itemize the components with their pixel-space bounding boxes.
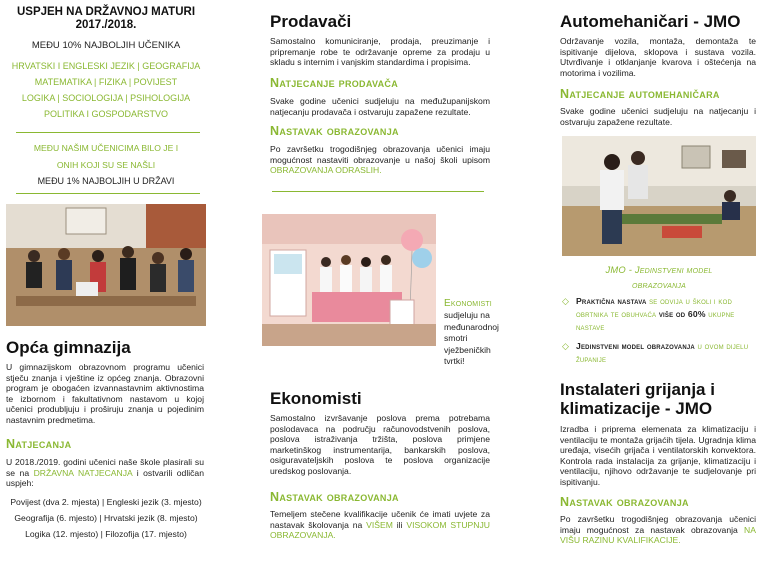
nastavak-title-prodavaci: Nastavak obrazovanja [270,124,399,138]
results-row: Logika (12. mjesto) | Filozofija (17. mjesto) [25,529,187,539]
top-1-pct: 1% [66,176,80,186]
section-title-instalateri: Instalateri grijanja i klimatizacije - JMO [560,380,715,418]
top-10-post: NAJBOLJIH UČENIKA [81,40,181,51]
found-line-1: MEĐU NAŠIM UČENICIMA BILO JE I [33,143,179,153]
section-body-automehanicari: Održavanje vozila, montaža, demontaža te ispitivanje dijelova, sklopova i sustava vozila. Utvrđivanje i otklanjanje kvarova i oštećenja na motorima i vozilima. [560,36,756,78]
top-1-pre: MEĐU [37,176,67,186]
subjects-row: MATEMATIKA | FIZIKA | POVIJEST [34,77,178,87]
radionica-photo-image [562,136,756,256]
column-prodavaci-ekonomisti [258,0,499,567]
nastavak-body-prodavaci [270,144,490,176]
diamond-bullet-icon: ◇ [562,341,569,351]
bullet-d: ukupne nastave [576,309,735,332]
top-1-line [0,176,212,186]
nastavak2-mid: ili [392,519,407,530]
jmo-bullet [560,295,756,334]
nastavak-title-instalateri: Nastavak obrazovanja [560,495,689,509]
bullet-c: više od 60% [658,309,706,319]
section-title-ekonomisti: Ekonomisti [270,389,362,408]
nastavak3-text: Po završetku trogodišnjeg obrazovanja učenici imaju mogućnost za nastavak obrazovanja [560,514,756,535]
results-row: Povijest (dva 2. mjesta) | Engleski jezik (3. mjesto) [10,497,202,507]
divider [16,193,200,194]
results-list [0,494,212,542]
subject: POLITIKA I GOSPODARSTVO [43,109,169,119]
bullet-b: se odvija u školi i kod obrtnika te obuhvaća [576,296,732,319]
section-title-gimnazija: Opća gimnazija [6,338,131,357]
bullet-a: Jedinstveni model obrazovanja [576,341,695,351]
result: Engleski jezik (3. mjesto) [106,497,202,507]
jmo-bullets [560,293,756,366]
nastavak-title-ekonomisti: Nastavak obrazovanja [270,490,399,504]
result: Filozofija (17. mjesto) [105,529,187,539]
result: Geografija (6. mjesto) [14,513,98,523]
subject: LOGIKA [21,93,55,103]
radionica-photo [562,136,756,256]
nastavak-body-text: Po završetku trogodišnjeg obrazovanja učenici imaju mogućnost nastaviti obrazovanje u našoj školi upisom [270,144,490,165]
diamond-bullet-icon: ◇ [562,296,569,306]
subjects-row: LOGIKA | SOCIOLOGIJA | PSIHOLOGIJA [21,93,191,103]
subject: POVIJEST [133,77,178,87]
column-gimnazija [0,0,212,567]
subject: SOCIOLOGIJA [62,93,123,103]
bullet-a: Praktična nastava [576,296,647,306]
competition-title: Natjecanja [6,437,72,451]
subjects-row: HRVATSKI I ENGLESKI JEZIK | GEOGRAFIJA [11,61,201,71]
photo-caption-body: sudjeluju na međunarodnoj smotri vježbeničkih tvrtki! [444,310,499,366]
subjects-list [0,58,212,122]
result: Hrvatski jezik (8. mjesto) [104,513,198,523]
top-10-pre: MEĐU [31,40,63,51]
divider [16,132,200,133]
natjecanje-automehanicara-title: Natjecanje automehaničara [560,87,720,101]
top-10-pct: 10% [62,40,82,51]
subjects-row [0,106,212,122]
subject: HRVATSKI I ENGLESKI JEZIK [11,61,135,71]
result: Logika (12. mjesto) [25,529,99,539]
nastavak2-pre: Temeljem stečene kvalifikacije učenik će imati uvjete za nastavak školovanja na [270,509,490,530]
result: Povijest (dva 2. mjesta) [10,497,100,507]
classroom-photo-image [6,204,206,326]
subject: MATEMATIKA [34,77,92,87]
column-automehanicari-instalateri [552,0,756,567]
ekonomisti-photo-image [262,214,436,346]
matura-title: USPJEH NA DRŽAVNOJ MATURI 2017./2018. [16,6,196,31]
section-title-automehanicari: Automehaničari - JMO [560,12,741,31]
classroom-photo [6,204,206,326]
jmo-caption: JMO - Jedinstveni model obrazovanja [605,264,713,290]
nastavak-body-ekonomisti [270,509,490,541]
bullet-b: u ovom dijelu županije [576,341,749,364]
section-body-instalateri: Izradba i priprema elemenata za klimatizaciju i ventilaciju te montaža grijaćih tijela. Ugradnja klima uređaja, visećih grijača i ventilatorskih konvektora. Kontrola rada instalacija za grijanje, klimatizaciju i ventilaciju, njihovo održavanje te sudjelovanje pri ispitivanju. [560,424,756,487]
subject: GEOGRAFIJA [142,61,201,71]
nastavak2-h1: VIŠEM [366,519,393,530]
subject: PSIHOLOGIJA [130,93,191,103]
divider [272,191,484,192]
nastavak3-highlight: NA VIŠU RAZINU KVALIFIKACIJE. [560,524,756,546]
top-1-post: NAJBOLJIH U DRŽAVI [79,176,175,186]
natjecanje-prodavaca-title: Natjecanje prodavača [270,76,399,90]
section-body-gimnazija: U gimnazijskom obrazovnom programu učenici stječu znanja i vještine iz općeg znanja. Obrazovni program je obogaćen izvannastavnim aktivnostima te izbornom i fakultativnom nastavom u kojoj učenici produbljuju i proširuju znanja u pojedinim nastavnim predmetima. [6,362,204,425]
nastavak-body-instalateri [560,514,756,546]
section-body-ekonomisti: Samostalno izvršavanje poslova prema potrebama poslodavaca na području računovodstvenih poslova, poslova istraživanja tržišta, poslova primjene marketinškog instrumentarija, bankarskih poslova, osiguravateljskih poslova te poslova organizacije uredskog poslovanja. [270,413,490,476]
competition-body [6,457,204,489]
competition-body-post: i ostvarili odličan uspjeh: [6,467,204,489]
top-10-line [0,40,212,51]
subject: FIZIKA [98,77,127,87]
jmo-bullet [560,340,756,366]
photo-caption-title: Ekonomisti [444,298,492,309]
natjecanje-automehanicara-body: Svake godine učenici sudjeluju na natjecanju i ostvaruju zapažene rezultate. [560,106,756,127]
results-row: Geografija (6. mjesto) | Hrvatski jezik (8. mjesto) [14,513,198,523]
competition-highlight: DRŽAVNA NATJECANJA [33,467,133,478]
section-body-prodavaci: Samostalno komuniciranje, prodaja, preuzimanje i pripremanje robe te održavanje opreme za prodaju u skladu s internim i vanjskim standardima i propisima. [270,36,490,68]
nastavak-highlight: OBRAZOVANJA ODRASLIH. [270,165,382,176]
ekonomisti-photo [262,214,436,346]
found-line-2: ONIH KOJI SU SE NAŠLI [56,160,156,170]
section-title-prodavaci: Prodavači [270,12,352,31]
natjecanje-prodavaca-body: Svake godine učenici sudjeluju na međužupanijskom natjecanju prodavača i ostvaruju zapažene rezultate. [270,96,490,117]
competition-body-pre: U 2018./2019. godini učenici naše škole plasirali su se na [6,457,204,478]
nastavak2-h2: VISOKOM STUPNJU OBRAZOVANJA. [270,519,490,541]
